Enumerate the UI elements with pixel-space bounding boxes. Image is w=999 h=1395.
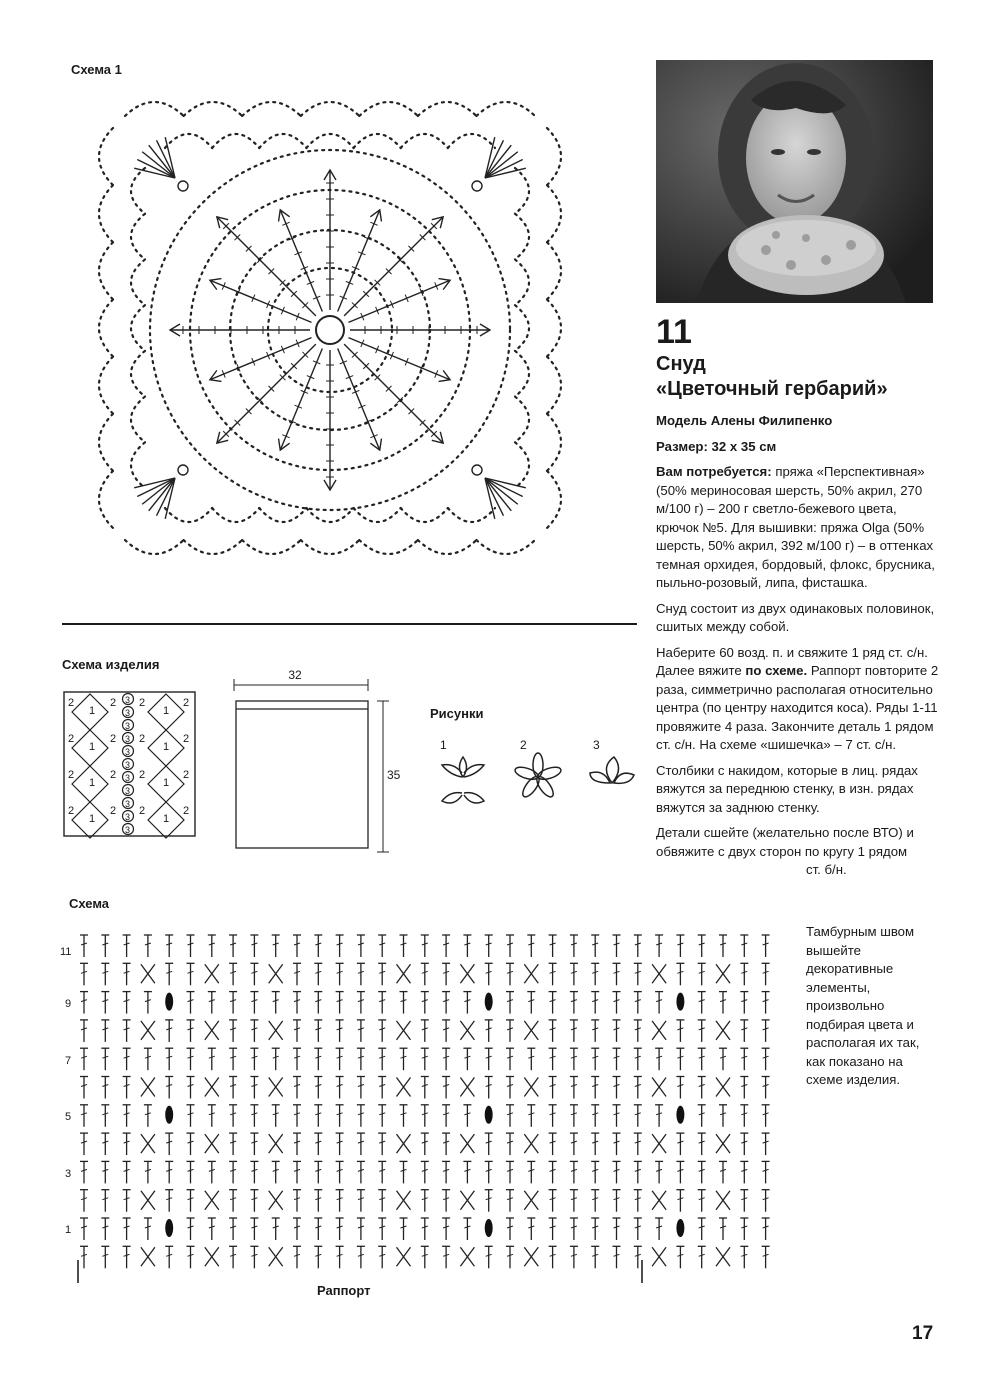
p3-part2: Раппорт повторите 2 раза, симметрично располагая относительно центра (по центру находится коса). Ряды 1-11 провяжите 4 раза. Закончите деталь 1 рядом ст. с/н. На схеме «шишечка» – 7 ст. с/н. — [656, 663, 939, 752]
svg-text:3: 3 — [125, 825, 131, 835]
stitch-chart — [60, 925, 800, 1285]
product-scheme-caption: Схема изделия — [62, 657, 160, 672]
svg-text:1: 1 — [89, 777, 96, 789]
size-line: Размер: 32 х 35 см — [656, 438, 777, 454]
portrait-photo — [656, 60, 933, 303]
svg-text:3: 3 — [125, 747, 131, 757]
svg-text:2: 2 — [68, 733, 75, 745]
svg-text:2: 2 — [183, 733, 190, 745]
paragraph-assembly-end: ст. б/н. — [806, 862, 847, 877]
p3-bold: по схеме. — [745, 663, 808, 678]
svg-text:3: 3 — [125, 708, 131, 718]
row-label-1: 1 — [65, 1224, 72, 1236]
svg-text:2: 2 — [183, 805, 190, 817]
svg-text:3: 3 — [125, 760, 131, 770]
paragraph-stitches: Столбики с накидом, которые в лиц. рядах вяжутся за переднюю стенку, в изн. рядах вяжутся за заднюю стенку. — [656, 762, 918, 815]
svg-text:1: 1 — [163, 705, 170, 717]
p6-bold: на схеме изделия. — [806, 1053, 903, 1087]
materials-paragraph — [656, 463, 939, 593]
svg-text:2: 2 — [139, 805, 146, 817]
leaf-pair-icon — [590, 757, 634, 783]
height-label: 35 — [387, 768, 401, 782]
page-number: 17 — [912, 1323, 934, 1344]
pattern-number: 11 — [656, 313, 692, 351]
svg-text:3: 3 — [125, 773, 131, 783]
row-label-5: 5 — [65, 1111, 72, 1123]
row-label-7: 7 — [65, 1055, 72, 1067]
svg-text:2: 2 — [68, 697, 75, 709]
svg-text:2: 2 — [68, 769, 75, 781]
svg-text:2: 2 — [110, 805, 117, 817]
svg-text:3: 3 — [125, 812, 131, 822]
svg-text:2: 2 — [139, 733, 146, 745]
drawing-label-1: 1 — [440, 738, 447, 752]
svg-text:3: 3 — [125, 695, 131, 705]
svg-text:2: 2 — [183, 769, 190, 781]
svg-text:2: 2 — [183, 697, 190, 709]
svg-text:3: 3 — [125, 734, 131, 744]
row-label-11: 11 — [60, 946, 72, 958]
dimensions-diagram — [225, 665, 405, 860]
row-label-9: 9 — [65, 998, 72, 1010]
scheme1-caption: Схема 1 — [71, 62, 122, 77]
svg-text:1: 1 — [163, 741, 170, 753]
embroidery-drawings — [430, 735, 640, 820]
crochet-motif-diagram — [80, 88, 590, 568]
svg-text:2: 2 — [110, 697, 117, 709]
title-line2: «Цветочный гербарий» — [656, 378, 888, 400]
title-line1: Снуд — [656, 353, 706, 375]
paragraph-casting-on — [656, 644, 939, 755]
flower-daisy-icon — [514, 753, 563, 799]
chart-caption: Схема — [69, 896, 110, 911]
p3-part1: Наберите 60 возд. п. и свяжите 1 ряд ст. с/н. Далее вяжите — [656, 644, 928, 678]
svg-text:1: 1 — [89, 741, 96, 753]
svg-text:1: 1 — [89, 705, 96, 717]
materials-label: Вам потребуется: — [656, 464, 772, 479]
row-label-3: 3 — [65, 1168, 72, 1180]
svg-text:2: 2 — [139, 769, 146, 781]
drawing-label-3: 3 — [593, 738, 600, 752]
materials-text: пряжа «Перспективная» (50% мериносовая шерсть, 50% акрил, 270 м/100 г) – 200 г светло-бежевого цвета, крючок №5. Для вышивки: пряжа Olga (50% шерсть, 50% акрил, 392 м/100 г) – в оттенках темная орхидея, бордовый, флокс, брусника, пыльно-розовый, липа, фисташка. — [656, 464, 935, 590]
paragraph-halves: Снуд состоит из двух одинаковых половинок, сшитых между собой. — [656, 600, 935, 634]
svg-text:2: 2 — [110, 769, 117, 781]
width-label: 32 — [288, 668, 302, 682]
model-credit: Модель Алены Филипенко — [656, 413, 833, 428]
svg-text:1: 1 — [163, 777, 170, 789]
embroidery-paragraph — [806, 923, 936, 1090]
svg-text:3: 3 — [125, 721, 131, 731]
svg-text:2: 2 — [110, 733, 117, 745]
flower-tulip-icon — [442, 757, 484, 803]
section-divider — [62, 623, 637, 625]
product-layout-diagram — [62, 690, 197, 840]
paragraph-assembly: Детали сшейте (желательно после ВТО) и обвяжите с двух сторон по кругу 1 рядом — [656, 825, 914, 859]
rapport-caption: Раппорт — [317, 1283, 371, 1298]
svg-text:1: 1 — [89, 813, 96, 825]
drawing-label-2: 2 — [520, 738, 527, 752]
svg-text:3: 3 — [125, 786, 131, 796]
instructions-column — [656, 412, 939, 880]
pattern-title — [656, 352, 956, 402]
svg-text:2: 2 — [139, 697, 146, 709]
drawings-caption: Рисунки — [430, 706, 484, 721]
svg-text:3: 3 — [125, 799, 131, 809]
svg-text:1: 1 — [163, 813, 170, 825]
p6-text: Тамбурным швом вышейте декоративные элементы, произвольно подбирая цвета и располагая их так, как показано — [806, 924, 920, 1069]
svg-text:2: 2 — [68, 805, 75, 817]
